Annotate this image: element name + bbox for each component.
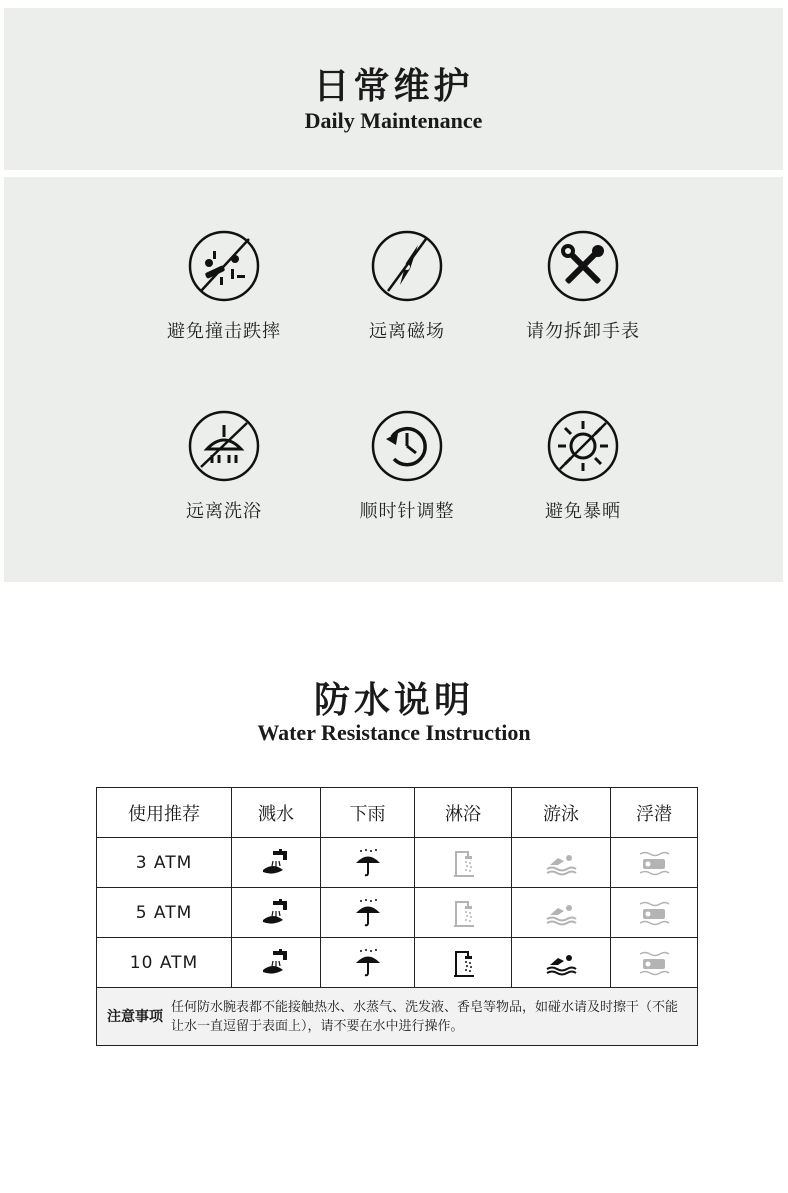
care-item-no-shower: [134, 409, 314, 523]
snorkel-icon: [637, 848, 671, 878]
no-disassemble-icon: [546, 229, 620, 303]
no-magnet-icon: [370, 229, 444, 303]
header-swim: 游泳: [512, 788, 611, 838]
snorkel-cell: [611, 838, 698, 888]
table-header-row: [97, 788, 698, 838]
water-title-cn: 防水说明: [313, 680, 474, 721]
care-label: 请勿拆卸手表: [526, 321, 640, 342]
note-cell: [97, 988, 698, 1046]
care-item-no-sun: [493, 409, 673, 523]
care-item-no-magnet: [317, 229, 497, 343]
swim-icon: [544, 848, 578, 878]
note-title: 注意事项: [107, 1008, 163, 1025]
splash-icon: [259, 898, 293, 928]
splash-cell: [232, 838, 321, 888]
atm-rating: 10 ATM: [97, 938, 232, 988]
care-item-clockwise: [317, 409, 497, 523]
maintenance-title-cn: 日常维护: [313, 66, 474, 107]
swim-cell: [512, 888, 611, 938]
water-resistance-table: [96, 787, 698, 1046]
care-item-no-disassemble: [493, 229, 673, 343]
care-label: 远离磁场: [369, 321, 445, 342]
care-label: 避免撞击跌摔: [167, 321, 281, 342]
splash-icon: [259, 948, 293, 978]
header-snorkel: 浮潜: [611, 788, 698, 838]
water-title-en: Water Resistance Instruction: [257, 720, 531, 745]
rain-cell: [321, 938, 415, 988]
snorkel-icon: [637, 898, 671, 928]
snorkel-cell: [611, 888, 698, 938]
table-row: [97, 888, 698, 938]
no-impact-icon: [187, 229, 261, 303]
header-shower: 淋浴: [415, 788, 512, 838]
swim-icon: [544, 948, 578, 978]
note-row: [97, 988, 698, 1046]
no-shower-icon: [187, 409, 261, 483]
maintenance-grid: [4, 177, 783, 582]
maintenance-header: [4, 8, 783, 170]
clockwise-adjust-icon: [370, 409, 444, 483]
header-splash: 溅水: [232, 788, 321, 838]
swim-cell: [512, 838, 611, 888]
snorkel-icon: [637, 948, 671, 978]
header-recommended: 使用推荐: [97, 788, 232, 838]
shower-icon: [446, 848, 480, 878]
shower-cell: [415, 838, 512, 888]
shower-icon: [446, 898, 480, 928]
shower-cell: [415, 888, 512, 938]
atm-rating: 3 ATM: [97, 838, 232, 888]
rain-icon: [351, 948, 385, 978]
rain-cell: [321, 838, 415, 888]
header-rain: 下雨: [321, 788, 415, 838]
splash-cell: [232, 888, 321, 938]
swim-cell: [512, 938, 611, 988]
swim-icon: [544, 898, 578, 928]
care-item-no-impact: [134, 229, 314, 343]
care-label: 远离洗浴: [186, 501, 262, 522]
rain-icon: [351, 898, 385, 928]
care-label: 避免暴晒: [545, 501, 621, 522]
table-row: [97, 838, 698, 888]
atm-rating: 5 ATM: [97, 888, 232, 938]
splash-icon: [259, 848, 293, 878]
maintenance-title-en: Daily Maintenance: [304, 108, 483, 133]
care-label: 顺时针调整: [359, 501, 455, 522]
no-sun-icon: [546, 409, 620, 483]
rain-icon: [351, 848, 385, 878]
shower-cell: [415, 938, 512, 988]
splash-cell: [232, 938, 321, 988]
snorkel-cell: [611, 938, 698, 988]
note-text: 任何防水腕表都不能接触热水、水蒸气、洗发液、香皂等物品，如碰水请及时擦干（不能让水一直逗留于表面上），请不要在水中进行操作。: [171, 999, 679, 1034]
table-row: [97, 938, 698, 988]
rain-cell: [321, 888, 415, 938]
shower-icon: [446, 948, 480, 978]
